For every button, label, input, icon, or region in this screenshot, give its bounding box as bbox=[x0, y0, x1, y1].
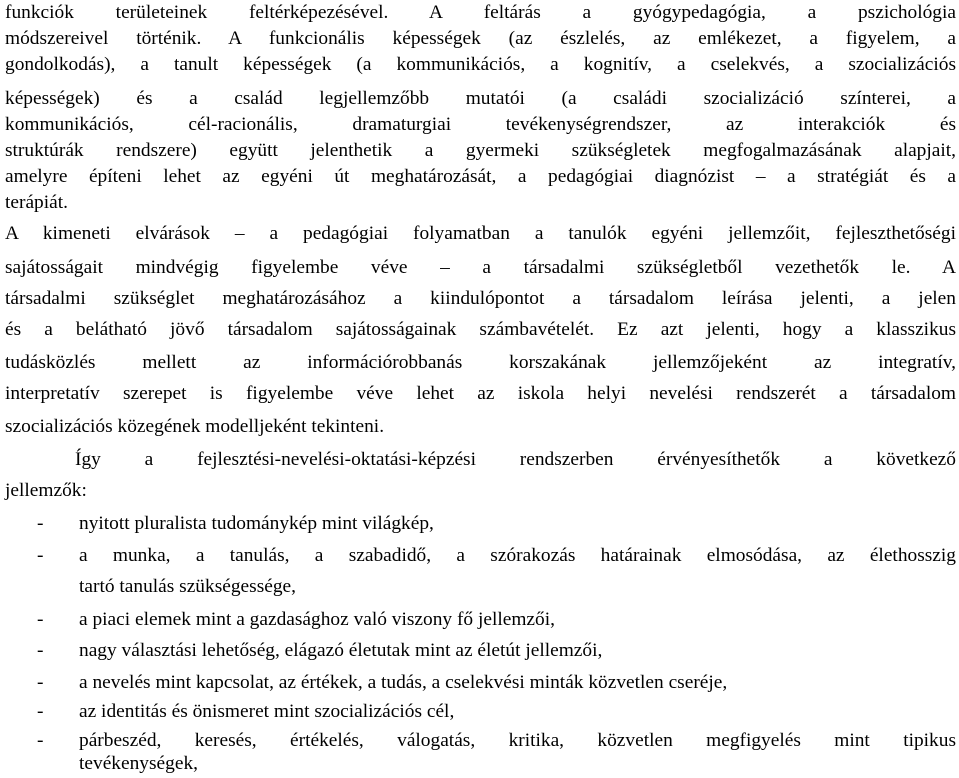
dash-bullet: - bbox=[37, 545, 44, 566]
text-line: tudásközlés mellett az információrobbanás korszakának jellemzőjeként az integratív, bbox=[5, 352, 956, 373]
dash-bullet: - bbox=[37, 609, 44, 630]
list-item-text: tartó tanulás szükségessége, bbox=[79, 576, 296, 597]
text-line: Így a fejlesztési-nevelési-oktatási-képzési rendszerben érvényesíthetők a következő bbox=[75, 449, 956, 470]
list-item-text: az identitás és önismeret mint szocializációs cél, bbox=[79, 701, 455, 722]
list-item-text: tevékenységek, bbox=[79, 753, 198, 774]
list-item-text: a piaci elemek mint a gazdasághoz való viszony fő jellemzői, bbox=[79, 609, 555, 630]
text-line: jellemzők: bbox=[5, 480, 87, 501]
text-line: képességek) és a család legjellemzőbb mutatói (a családi szocializáció színterei, a bbox=[5, 88, 956, 109]
text-line: sajátosságait mindvégig figyelembe véve – a társadalmi szükségletből vezethetők le. A bbox=[5, 257, 956, 278]
text-line: módszereivel történik. A funkcionális képességek (az észlelés, az emlékezet, a figyelem, a bbox=[5, 28, 956, 49]
list-item-text: nagy választási lehetőség, elágazó életutak mint az életút jellemzői, bbox=[79, 640, 603, 661]
list-item-text: a munka, a tanulás, a szabadidő, a szórakozás határainak elmosódása, az élethosszig bbox=[79, 545, 956, 566]
text-line: A kimeneti elvárások – a pedagógiai folyamatban a tanulók egyéni jellemzőit, fejleszthetőségi bbox=[5, 223, 956, 244]
dash-bullet: - bbox=[37, 672, 44, 693]
list-item-text: nyitott pluralista tudománykép mint világkép, bbox=[79, 513, 434, 534]
text-line: terápiát. bbox=[5, 192, 68, 213]
text-line: és a belátható jövő társadalom sajátosságainak számbavételét. Ez azt jelenti, hogy a klasszikus bbox=[5, 319, 956, 340]
dash-bullet: - bbox=[37, 730, 44, 751]
text-line: funkciók területeinek feltérképezésével. A feltárás a gyógypedagógia, a pszichológia bbox=[5, 2, 956, 23]
list-item-text: a nevelés mint kapcsolat, az értékek, a tudás, a cselekvési minták közvetlen cseréje, bbox=[79, 672, 728, 693]
text-line: szocializációs közegének modelljeként tekinteni. bbox=[5, 416, 385, 437]
text-line: struktúrák rendszere) együtt jelenthetik a gyermeki szükségletek megfogalmazásának alapjait, bbox=[5, 140, 956, 161]
list-item-text: párbeszéd, keresés, értékelés, válogatás, kritika, közvetlen megfigyelés mint tipikus bbox=[79, 730, 956, 751]
dash-bullet: - bbox=[37, 640, 44, 661]
text-line: interpretatív szerepet is figyelembe véve lehet az iskola helyi nevelési rendszerét a társadalom bbox=[5, 383, 956, 404]
dash-bullet: - bbox=[37, 701, 44, 722]
dash-bullet: - bbox=[37, 513, 44, 534]
text-line: társadalmi szükséglet meghatározásához a kiindulópontot a társadalom leírása jelenti, a jelen bbox=[5, 288, 956, 309]
text-line: gondolkodás), a tanult képességek (a kommunikációs, a kognitív, a cselekvés, a szocializációs bbox=[5, 54, 956, 75]
text-line: kommunikációs, cél-racionális, dramaturgiai tevékenységrendszer, az interakciók és bbox=[5, 114, 956, 135]
text-line: amelyre építeni lehet az egyéni út meghatározását, a pedagógiai diagnózist – a stratégiát és a bbox=[5, 166, 956, 187]
